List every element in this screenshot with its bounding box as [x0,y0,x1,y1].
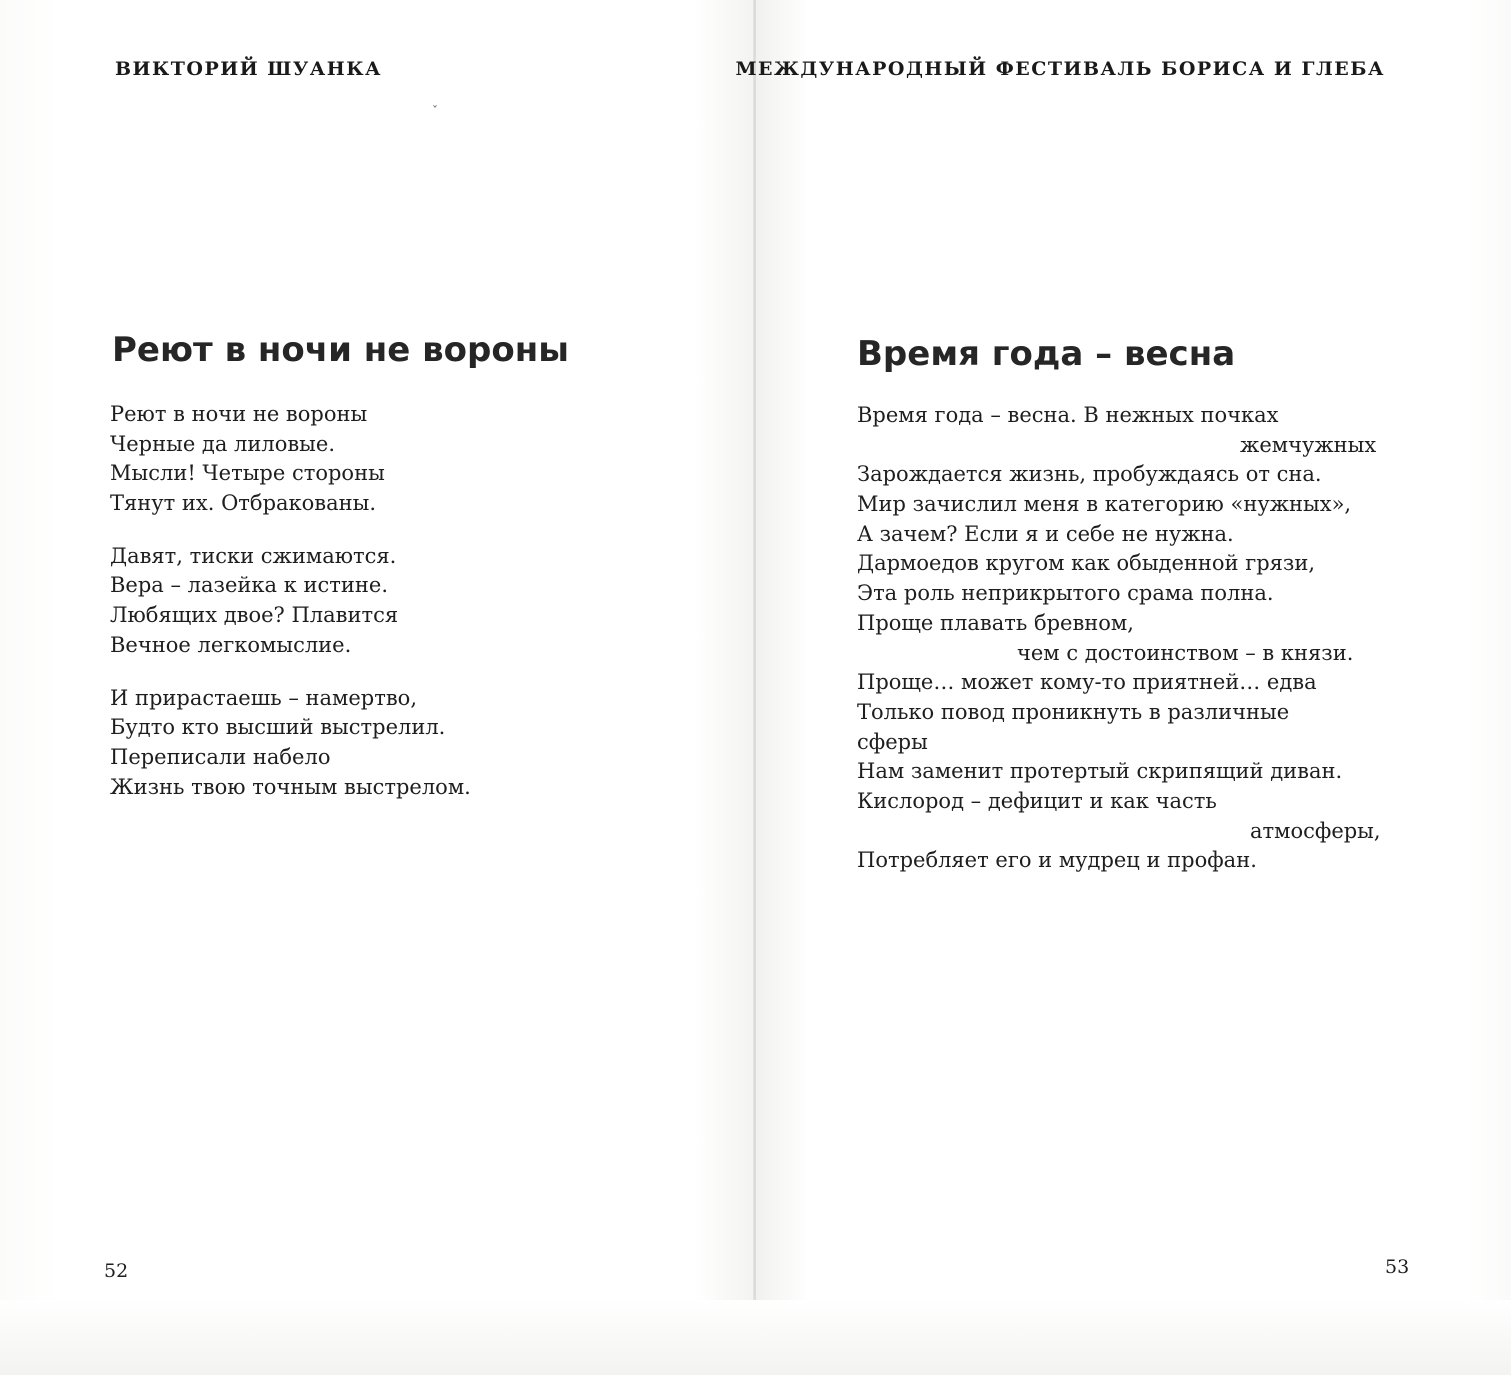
poem-line: Давят, тиски сжимаются. [110,543,397,568]
poem-line: Зарождается жизнь, пробуждаясь от сна. [857,462,1322,487]
poem-line: Жизнь твою точным выстрелом. [110,774,471,799]
poem-line: Черные да лиловые. [110,431,336,456]
poem-line: Время года – весна. В нежных почках [857,403,1279,427]
left-page-number: 52 [104,1260,129,1282]
stanza-3 [110,684,670,803]
stanza-1 [110,400,670,519]
poem-line: Нам заменит протертый скрипящий диван. [857,759,1343,784]
ink-speck-icon: ˇ [432,104,438,118]
poem-line: Мысли! Четыре стороны [110,461,385,486]
poem-line: Реют в ночи не вороны [110,402,368,426]
left-poem-title: Реют в ночи не вороны [112,330,569,370]
left-page [0,0,755,1375]
poem-line: Кислород – дефицит и как часть [857,788,1217,813]
right-poem-title: Время года – весна [857,334,1236,374]
left-running-head: ВИКТОРИЙ ШУАНКА [115,58,382,80]
right-page-number: 53 [1385,1256,1410,1278]
poem-line: Переписали набело [110,744,331,769]
poem-line: Эта роль неприкрытого срама полна. [857,581,1274,606]
poem-line: Проще… может кому-то приятней… едва [857,670,1317,695]
poem-line: Проще плавать бревном, [857,610,1134,635]
poem-line: Потребляет его и мудрец и профан. [857,848,1257,873]
poem-line: Любящих двое? Плавится [110,603,399,628]
poem-line: И прирастаешь – намертво, [110,685,418,710]
poem-line: Вера – лазейка к истине. [110,573,389,598]
left-poem-body [110,400,670,825]
right-running-head: МЕЖДУНАРОДНЫЙ ФЕСТИВАЛЬ БОРИСА И ГЛЕБА [735,58,1385,80]
poem-line: А зачем? Если я и себе не нужна. [857,521,1234,546]
page-bottom-edge [0,1300,1511,1375]
poem-line: Будто кто высший выстрелил. [110,715,446,740]
poem-line: Дармоедов кругом как обыденной грязи, [857,551,1316,576]
poem-line-continuation: атмосферы, [1250,818,1381,843]
poem-line-continuation: чем с достоинством – в князи. [1017,640,1354,665]
poem-line: Только повод проникнуть в различные [857,699,1290,724]
poem-line-continuation: жемчужных [1240,432,1377,457]
poem-line: Мир зачислил меня в категорию «нужных», [857,492,1352,517]
stanza-2 [110,542,670,661]
poem-line: Тянут их. Отбракованы. [110,491,377,516]
right-poem-body [857,401,1417,876]
poem-line: Вечное легкомыслие. [110,632,352,657]
poem-line: сферы [857,729,928,754]
